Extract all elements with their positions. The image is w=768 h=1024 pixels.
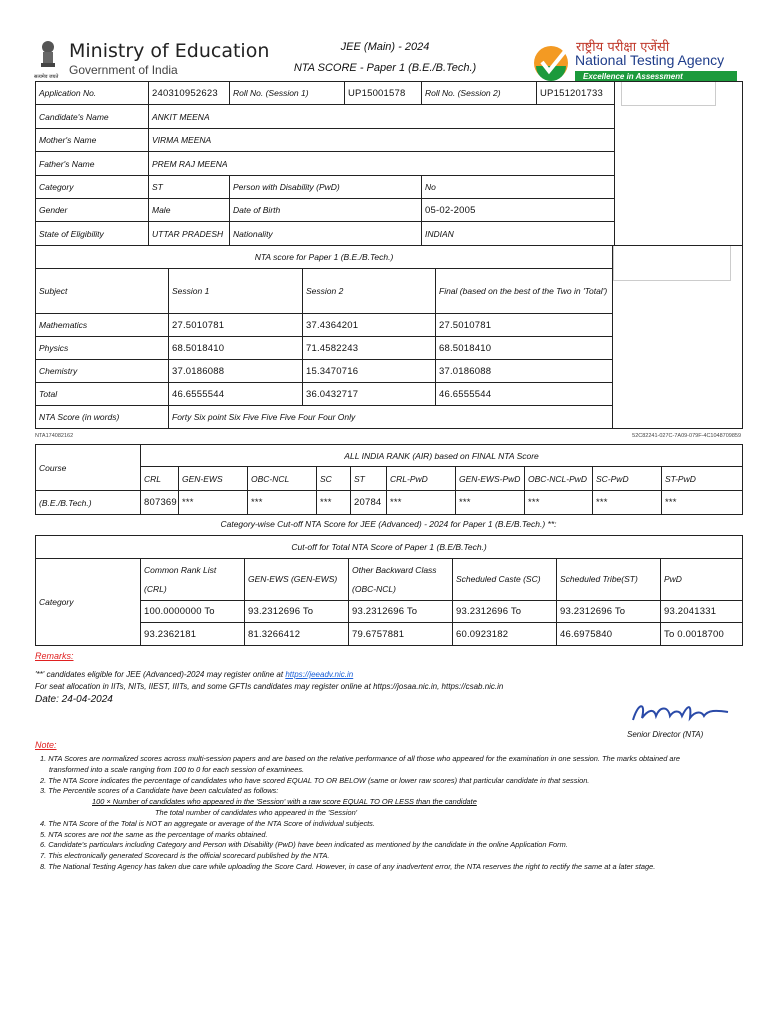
notes-list	[40, 754, 740, 873]
gender: Male	[149, 199, 230, 222]
nta-score-table	[35, 245, 743, 429]
cutoff-to: 60.0923182	[453, 623, 557, 646]
state: UTTAR PRADESH	[149, 222, 230, 246]
cutoff-header: GEN-EWS (GEN-EWS)	[245, 559, 349, 601]
roll2-label: Roll No. (Session 2)	[422, 82, 537, 105]
final-score: 68.5018410	[436, 337, 613, 360]
air-category-header: ST-PwD	[662, 467, 743, 491]
air-category-header: SC	[317, 467, 351, 491]
cutoff-from: 93.2312696 To	[557, 601, 661, 623]
nationality: INDIAN	[422, 222, 615, 246]
emblem-caption: सत्यमेव जयते	[34, 74, 59, 80]
pwd-label: Person with Disability (PwD)	[230, 176, 422, 199]
score-table-title: NTA score for Paper 1 (B.E./B.Tech.)	[36, 246, 613, 269]
name-label: Candidate's Name	[36, 105, 149, 129]
emblem-icon	[38, 39, 58, 73]
cutoff-from: 93.2312696 To	[245, 601, 349, 623]
header-final: Final (based on the best of the Two in 'Total')	[436, 269, 613, 314]
note-item: 5. NTA scores are not the same as the percentage of marks obtained.	[40, 829, 268, 839]
header-session1: Session 1	[169, 269, 303, 314]
note-item: 6. Candidate's particulars including Category and Person with Disability (PwD) have been indicated as mentioned by the candidate in the online Application Form.	[40, 840, 568, 850]
category: ST	[149, 176, 230, 199]
mother-name: VIRMA MEENA	[149, 129, 615, 152]
nationality-label: Nationality	[230, 222, 422, 246]
session1-score: 46.6555544	[169, 383, 303, 406]
cutoff-header: PwD	[661, 559, 743, 601]
photo-cell	[615, 82, 743, 246]
cutoff-to: 93.2362181	[141, 623, 245, 646]
remarks-line1-text: '**' candidates eligible for JEE (Advanced)-2024 may register online at	[35, 670, 286, 679]
note-label: Note:	[35, 740, 57, 750]
note-item: 3. The Percentile scores of a Candidate have been calculated as follows:	[40, 786, 279, 796]
air-rank-value: ***	[387, 491, 456, 515]
score-words-label: NTA Score (in words)	[36, 406, 169, 429]
signature-icon	[628, 698, 733, 728]
air-category-header: CRL-PwD	[387, 467, 456, 491]
note-item: 4. The NTA Score of the Total is NOT an aggregate or average of the NTA Score of individual subjects.	[40, 818, 375, 828]
cutoff-to: 81.3266412	[245, 623, 349, 646]
right-id: 52C82241-027C-7A09-079F-4C1048709859	[632, 433, 741, 439]
header-session2: Session 2	[303, 269, 436, 314]
air-category-header: OBC-NCL	[248, 467, 317, 491]
nta-tagline: Excellence in Assessment	[575, 71, 737, 82]
cutoff-to: 79.6757881	[349, 623, 453, 646]
air-category-header: CRL	[141, 467, 179, 491]
cutoff-header: Common Rank List (CRL)	[141, 559, 245, 601]
subject: Physics	[36, 337, 169, 360]
application-no-label: Application No.	[36, 82, 149, 105]
subject: Mathematics	[36, 314, 169, 337]
cutoff-to: 46.6975840	[557, 623, 661, 646]
subject: Total	[36, 383, 169, 406]
score-title: NTA SCORE - Paper 1 (B.E./B.Tech.)	[293, 62, 477, 74]
score-words: Forty Six point Six Five Five Five Four Four Only	[169, 406, 613, 429]
final-score: 27.5010781	[436, 314, 613, 337]
remarks-line2: For seat allocation in IITs, NITs, IIEST, IIITs, and some GFTIs candidates may register online at https://josaa.nic.in, https://csab.nic.in	[35, 682, 504, 691]
air-table	[35, 444, 743, 515]
dob: 05-02-2005	[422, 199, 615, 222]
course-label: Course	[36, 445, 141, 491]
session1-score: 37.0186088	[169, 360, 303, 383]
air-rank-value: ***	[456, 491, 525, 515]
session2-score: 15.3470716	[303, 360, 436, 383]
header-subject: Subject	[36, 269, 169, 314]
gender-label: Gender	[36, 199, 149, 222]
cutoff-to: To 0.0018700	[661, 623, 743, 646]
date: Date: 24-04-2024	[35, 694, 113, 705]
roll2: UP151201733	[537, 82, 615, 105]
air-rank-value: 20784	[351, 491, 387, 515]
candidate-name: ANKIT MEENA	[149, 105, 615, 129]
cutoff-title: Cut-off for Total NTA Score of Paper 1 (B.E/B.Tech.)	[36, 536, 743, 559]
session2-score: 36.0432717	[303, 383, 436, 406]
air-category-header: SC-PwD	[593, 467, 662, 491]
roll1-label: Roll No. (Session 1)	[230, 82, 345, 105]
remarks-label: Remarks:	[35, 651, 74, 661]
session2-score: 71.4582243	[303, 337, 436, 360]
air-rank-value: ***	[525, 491, 593, 515]
application-no: 240310952623	[149, 82, 230, 105]
category-label: Category	[36, 176, 149, 199]
father-name: PREM RAJ MEENA	[149, 152, 615, 176]
final-score: 46.6555544	[436, 383, 613, 406]
photo-cell-2	[613, 246, 743, 429]
cutoff-table	[35, 535, 743, 646]
cutoff-from: 100.0000000 To	[141, 601, 245, 623]
dob-label: Date of Birth	[230, 199, 422, 222]
pwd: No	[422, 176, 615, 199]
subject: Chemistry	[36, 360, 169, 383]
cutoff-from: 93.2041331	[661, 601, 743, 623]
air-rank-value: 807369	[141, 491, 179, 515]
cutoff-from: 93.2312696 To	[349, 601, 453, 623]
cutoff-header: Scheduled Caste (SC)	[453, 559, 557, 601]
note-item: 1. NTA Scores are normalized scores across multi-session papers and are based on the relative performance of all those who appeared for the examination in one session. The marks obtained are	[40, 754, 681, 763]
note-item: 7. This electronically generated Scorecard is the official scorecard published by the NTA.	[40, 851, 330, 861]
air-category-header: OBC-NCL-PwD	[525, 467, 593, 491]
jeeadv-link[interactable]: https://jeeadv.nic.in	[285, 670, 354, 679]
mother-label: Mother's Name	[36, 129, 149, 152]
cutoff-from: 93.2312696 To	[453, 601, 557, 623]
formula-denominator: The total number of candidates who appeared in the 'Session'	[155, 807, 358, 817]
note-item: 8. The National Testing Agency has taken due care while uploading the Score Card. However, in case of any inadvertent error, the NTA reserves the right to rectify the same at a later stage.	[40, 861, 656, 871]
signatory: Senior Director (NTA)	[627, 730, 704, 739]
air-rank-value: ***	[179, 491, 248, 515]
left-id: NTA174082162	[35, 433, 74, 439]
note-item: 2. The NTA Score indicates the percentage of candidates who have scored EQUAL TO OR BELOW (same or lower raw scores) that particular candidate in that session.	[40, 775, 590, 785]
government-name: Government of India	[69, 63, 178, 77]
roll1: UP15001578	[345, 82, 422, 105]
air-category-header: GEN-EWS	[179, 467, 248, 491]
cutoff-caption: Category-wise Cut-off NTA Score for JEE (Advanced) - 2024 for Paper 1 (B.E/B.Tech.) **:	[220, 519, 557, 529]
air-rank-value: ***	[317, 491, 351, 515]
remarks-line1	[35, 670, 353, 679]
ministry-name: Ministry of Education	[69, 40, 270, 62]
nta-hindi-name: राष्ट्रीय परीक्षा एजेंसी	[576, 40, 670, 55]
final-score: 37.0186088	[436, 360, 613, 383]
air-category-header: GEN-EWS-PwD	[456, 467, 525, 491]
father-label: Father's Name	[36, 152, 149, 176]
session1-score: 68.5018410	[169, 337, 303, 360]
state-label: State of Eligibility	[36, 222, 149, 246]
air-rank-value: ***	[593, 491, 662, 515]
nta-name: National Testing Agency	[575, 52, 725, 68]
session2-score: 37.4364201	[303, 314, 436, 337]
formula-numerator: 100 × Number of candidates who appeared in the 'Session' with a raw score EQUAL TO OR LESS than the candidate	[92, 797, 477, 807]
cutoff-header: Scheduled Tribe(ST)	[557, 559, 661, 601]
air-title: ALL INDIA RANK (AIR) based on FINAL NTA Score	[141, 445, 743, 467]
candidate-signature-image	[613, 246, 731, 282]
nta-logo-icon	[532, 44, 570, 82]
candidate-details-table	[35, 81, 743, 246]
air-rank-value: ***	[248, 491, 317, 515]
exam-title: JEE (Main) - 2024	[340, 41, 430, 53]
air-category-header: ST	[351, 467, 387, 491]
air-rank-value: ***	[662, 491, 743, 515]
session1-score: 27.5010781	[169, 314, 303, 337]
cutoff-header: Other Backward Class (OBC-NCL)	[349, 559, 453, 601]
category-label: Category	[36, 559, 141, 646]
candidate-photo	[621, 82, 716, 107]
course: (B.E./B.Tech.)	[36, 491, 141, 515]
note-item: transformed into a scale ranging from 100 to 0 for each session of examinees.	[49, 764, 305, 774]
